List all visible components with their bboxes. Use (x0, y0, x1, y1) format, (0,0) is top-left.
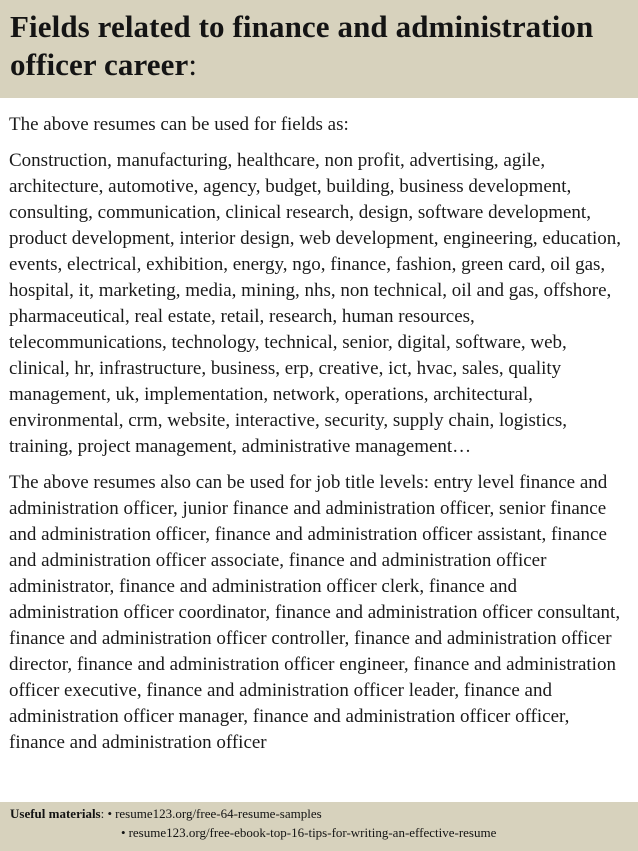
footer-row-second (10, 823, 628, 842)
resource-link-samples[interactable]: resume123.org/free-64-resume-samples (115, 806, 322, 821)
bullet-icon: • (121, 825, 126, 840)
useful-materials-label: Useful materials (10, 806, 101, 821)
page-title-text: Fields related to finance and administration officer career (10, 9, 594, 82)
page-title-colon: : (188, 47, 198, 82)
resource-link-ebook[interactable]: resume123.org/free-ebook-top-16-tips-for-writing-an-effective-resume (128, 825, 497, 840)
intro-text: The above resumes can be used for fields as: (9, 114, 349, 135)
bullet-icon: • (107, 806, 113, 821)
fields-list: Construction, manufacturing, healthcare, non profit, advertising, agile, architecture, automotive, agency, budget, building, business development, consulting, communication, clinical research, design, software development, product development, interior design, web development, engineering, education, events, electrical, exhibition, energy, ngo, finance, fashion, green card, oil gas, hospital, it, marketing, media, mining, nhs, non technical, oil and gas, offshore, pharmaceutical, real estate, retail, research, human resources, telecommunications, technology, technical, senior, digital, software, web, clinical, hr, infrastructure, business, erp, creative, ict, hvac, sales, quality management, uk, implementation, network, operations, architectural, environmental, crm, website, interactive, security, supply chain, logistics, training, project management, administrative management… (9, 150, 622, 457)
slide-content (0, 98, 638, 802)
page-title (10, 8, 628, 84)
footer-row-first (10, 804, 628, 823)
useful-materials-colon: : (100, 806, 105, 821)
useful-materials-footer (0, 802, 638, 851)
slide-header (0, 0, 638, 98)
job-levels-text: The above resumes also can be used for job title levels: entry level finance and administration officer, junior finance and administration officer, senior finance and administration officer, finance and administration officer assistant, finance and administration officer associate, finance and administration officer administrator, finance and administration officer clerk, finance and administration officer coordinator, finance and administration officer consultant, finance and administration officer controller, finance and administration officer director, finance and administration officer engineer, finance and administration officer executive, finance and administration officer leader, finance and administration officer manager, finance and administration officer officer, finance and administration officer (9, 472, 621, 753)
